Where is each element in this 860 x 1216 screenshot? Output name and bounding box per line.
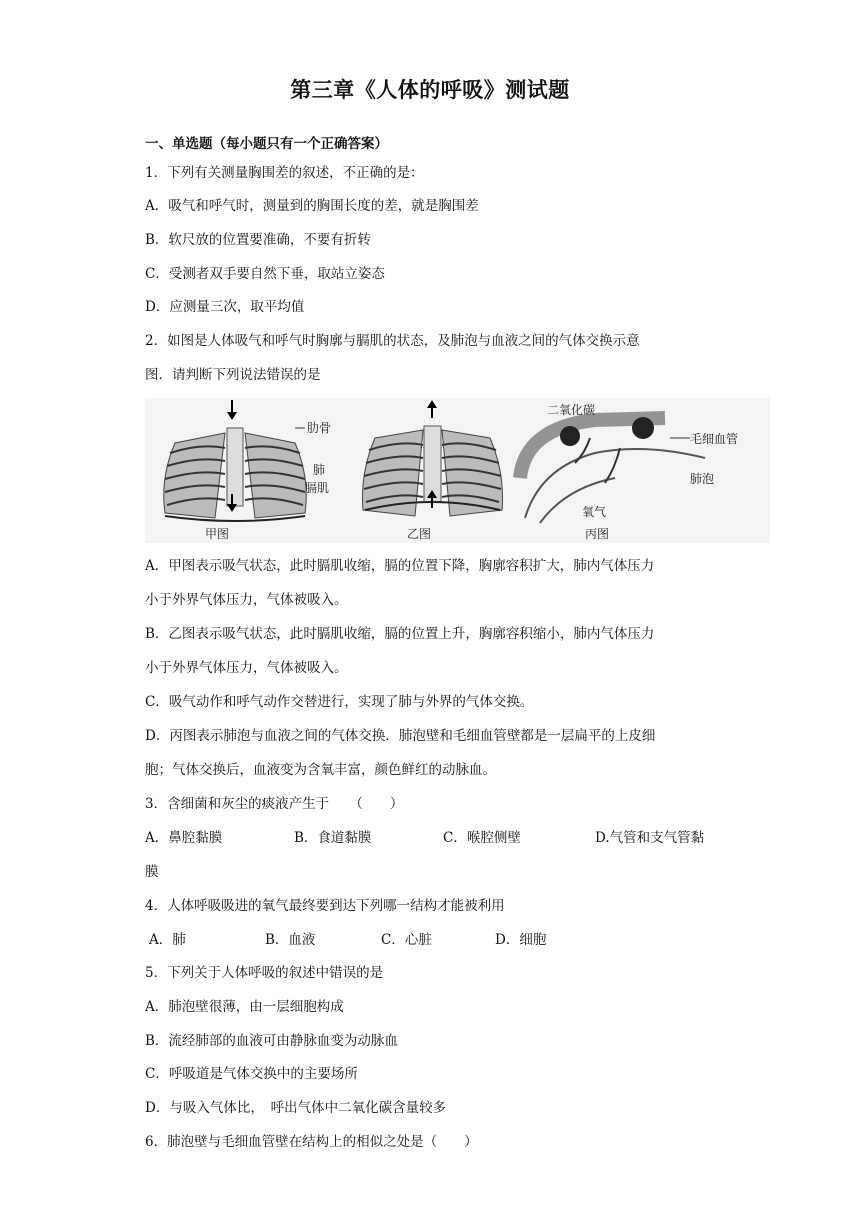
question-3-option-b: B．食道黏膜 <box>294 830 372 846</box>
question-1-stem: 1．下列有关测量胸围差的叙述，不正确的是： <box>145 165 424 181</box>
caption-yi: 乙图 <box>407 527 432 541</box>
question-4-option-b: B．血液 <box>265 932 316 948</box>
question-2-option-c: C．吸气动作和呼气动作交替进行，实现了肺与外界的气体交换。 <box>145 694 534 710</box>
question-1-option-b: B．软尺放的位置要准确，不要有折转 <box>145 232 371 248</box>
question-2-option-a: A．甲图表示吸气状态，此时膈肌收缩，膈的位置下降，胸廓容积扩大，肺内气体压力 <box>145 558 655 574</box>
page-title: 第三章《人体的呼吸》测试题 <box>290 78 570 102</box>
caption-jia: 甲图 <box>205 527 230 541</box>
question-3-stem: 3．含细菌和灰尘的痰液产生于 （ ） <box>145 796 404 812</box>
question-5-stem: 5．下列关于人体呼吸的叙述中错误的是 <box>145 965 384 981</box>
question-2-option-b: B．乙图表示吸气状态，此时膈肌收缩，膈的位置上升，胸廓容积缩小，肺内气体压力 <box>145 626 655 642</box>
section-heading: 一、单选题（每小题只有一个正确答案） <box>145 136 388 152</box>
question-4-option-d: D．细胞 <box>495 932 547 948</box>
question-2-option-d: D．丙图表示肺泡与血液之间的气体交换．肺泡壁和毛细血管壁都是一层扁平的上皮细 <box>145 728 656 744</box>
question-4-option-c: C．心脏 <box>381 932 432 948</box>
label-capillary: 毛细血管 <box>690 432 739 446</box>
question-4-stem: 4．人体呼吸吸进的氧气最终要到达下列哪一结构才能被利用 <box>145 898 505 914</box>
label-o2: 氧气 <box>582 505 607 519</box>
caption-bing: 丙图 <box>585 527 610 541</box>
question-2-stem: 2．如图是人体吸气和呼气时胸廓与膈肌的状态，及肺泡与血液之间的气体交换示意 <box>145 333 640 349</box>
label-alveolus: 肺泡 <box>690 472 715 486</box>
question-5-option-a: A．肺泡壁很薄，由一层细胞构成 <box>145 999 344 1015</box>
question-2-option-b-cont: 小于外界气体压力，气体被吸入。 <box>145 660 348 676</box>
question-3-option-a: A．鼻腔黏膜 <box>145 830 223 846</box>
label-ribs: 肋骨 <box>307 421 332 435</box>
question-2-stem-cont: 图．请判断下列说法错误的是 <box>145 367 321 383</box>
label-diaphragm: 膈肌 <box>305 481 330 495</box>
question-2-option-d-cont: 胞；气体交换后，血液变为含氧丰富，颜色鲜红的动脉血。 <box>145 762 496 778</box>
question-5-option-c: C．呼吸道是气体交换中的主要场所 <box>145 1066 358 1082</box>
question-1-option-a: A．吸气和呼气时，测量到的胸围长度的差，就是胸围差 <box>145 198 479 214</box>
breathing-diagram-svg <box>145 398 770 543</box>
label-co2: 二氧化碳 <box>547 403 596 417</box>
breathing-diagram <box>145 398 770 543</box>
question-6-stem: 6．肺泡壁与毛细血管壁在结构上的相似之处是（ ） <box>145 1134 478 1150</box>
question-2-option-a-cont: 小于外界气体压力，气体被吸入。 <box>145 592 348 608</box>
question-1-option-c: C．受测者双手要自然下垂，取站立姿态 <box>145 266 385 282</box>
question-5-option-d: D．与吸入气体比， 呼出气体中二氧化碳含量较多 <box>145 1100 447 1116</box>
question-4-option-a: A．肺 <box>149 932 186 948</box>
question-1-option-d: D．应测量三次，取平均值 <box>145 299 305 315</box>
label-lung: 肺 <box>313 463 326 477</box>
question-5-option-b: B．流经肺部的血液可由静脉血变为动脉血 <box>145 1033 398 1049</box>
question-3-option-d: D.气管和支气管黏 <box>595 830 705 846</box>
question-3-option-c: C．喉腔侧壁 <box>443 830 521 846</box>
question-3-option-d-cont: 膜 <box>145 864 159 880</box>
